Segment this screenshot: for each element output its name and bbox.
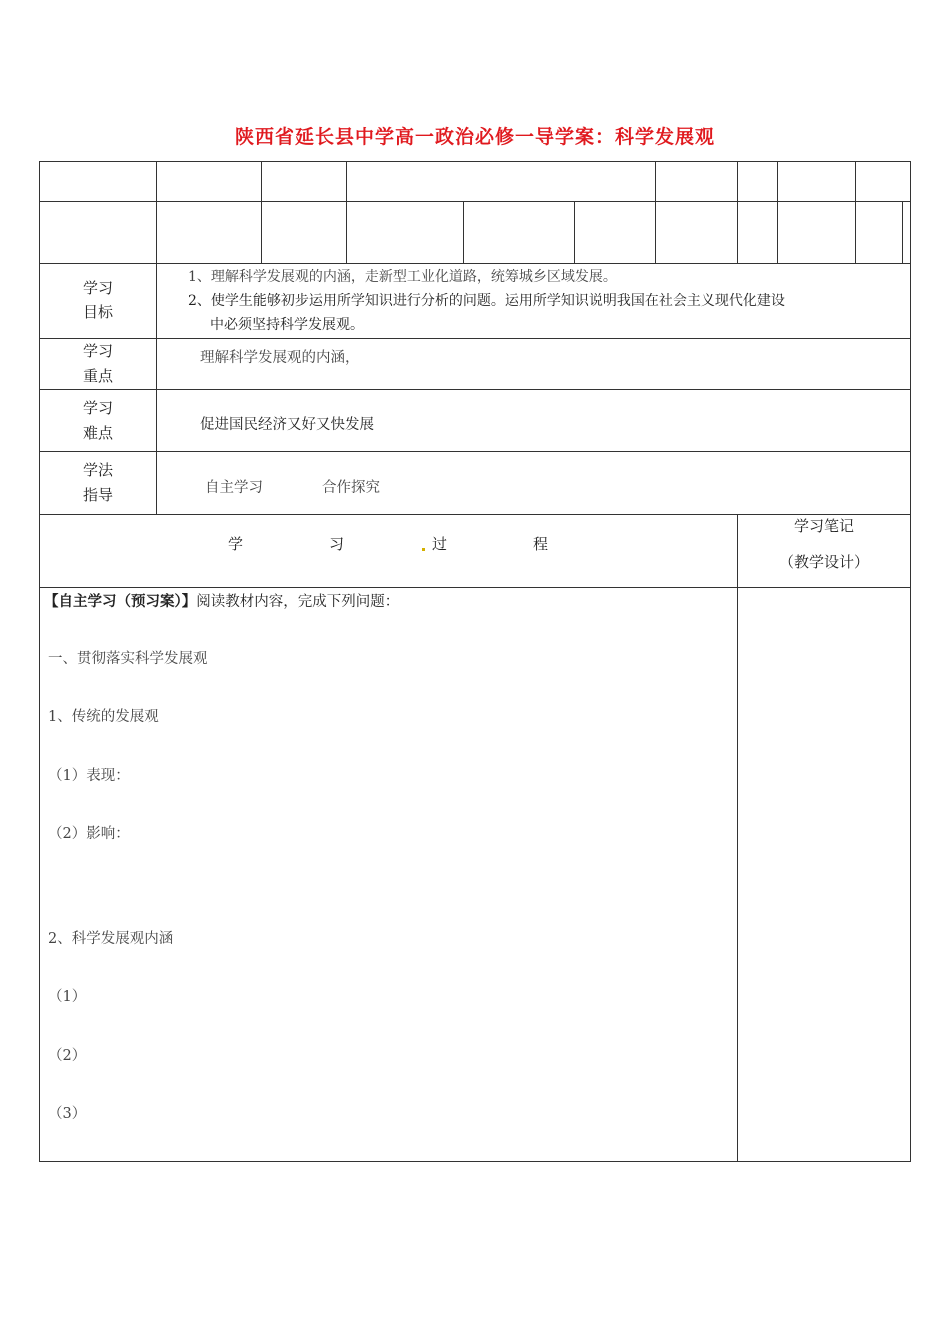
page-title: 陕西省延长县中学高一政治必修一导学案：科学发展观 (234, 126, 715, 148)
sub-2-c: （3） (48, 1106, 87, 1122)
difficulties-label-1: 学习 (82, 399, 113, 417)
method-2: 合作探究 (322, 480, 380, 496)
sub-1-b: （2）影响： (48, 826, 130, 842)
sub-2-a: （1） (48, 989, 87, 1005)
objectives-label-1: 学习 (82, 279, 113, 297)
key-points-label-2: 重点 (82, 367, 113, 385)
intro-line (44, 591, 399, 613)
difficulties-content: 促进国民经济又好又快发展 (200, 417, 374, 433)
notes-subtitle: （教学设计） (778, 553, 869, 571)
key-points-label-1: 学习 (82, 342, 113, 360)
sub-2-b: （2） (48, 1048, 87, 1064)
objectives-label-2: 目标 (82, 303, 113, 321)
key-points-content: 理解科学发展观的内涵， (200, 350, 360, 366)
process-char-1: 学 (228, 535, 244, 553)
sub-1-heading: 1、传统的发展观 (48, 709, 159, 725)
objective-item-2-line-1: 2、使学生能够初步运用所学知识进行分析的问题。运用所学知识说明我国在社会主义现代化建设 (188, 293, 785, 309)
process-char-4: 程 (533, 535, 549, 553)
sub-1-a: （1）表现： (48, 768, 130, 784)
difficulties-label-2: 难点 (82, 424, 113, 442)
sub-2-heading: 2、科学发展观内涵 (48, 931, 174, 947)
notes-title: 学习笔记 (793, 517, 854, 535)
section-1-heading: 一、贯彻落实科学发展观 (48, 651, 208, 667)
methods-label-1: 学法 (82, 461, 113, 479)
process-char-2: 习 (329, 535, 345, 553)
objective-item-1: 1、理解科学发展观的内涵，走新型工业化道路，统筹城乡区域发展。 (188, 269, 617, 285)
method-1: 自主学习 (205, 480, 263, 496)
objective-item-2-line-2: 中必须坚持科学发展观。 (210, 317, 364, 333)
intro-bracket: 【自主学习（预习案）】 (44, 593, 197, 610)
methods-label-2: 指导 (82, 486, 113, 504)
process-char-3: 过 (432, 535, 448, 553)
yellow-dot-mark (422, 548, 425, 551)
intro-text: 阅读教材内容，完成下列问题： (196, 594, 400, 610)
